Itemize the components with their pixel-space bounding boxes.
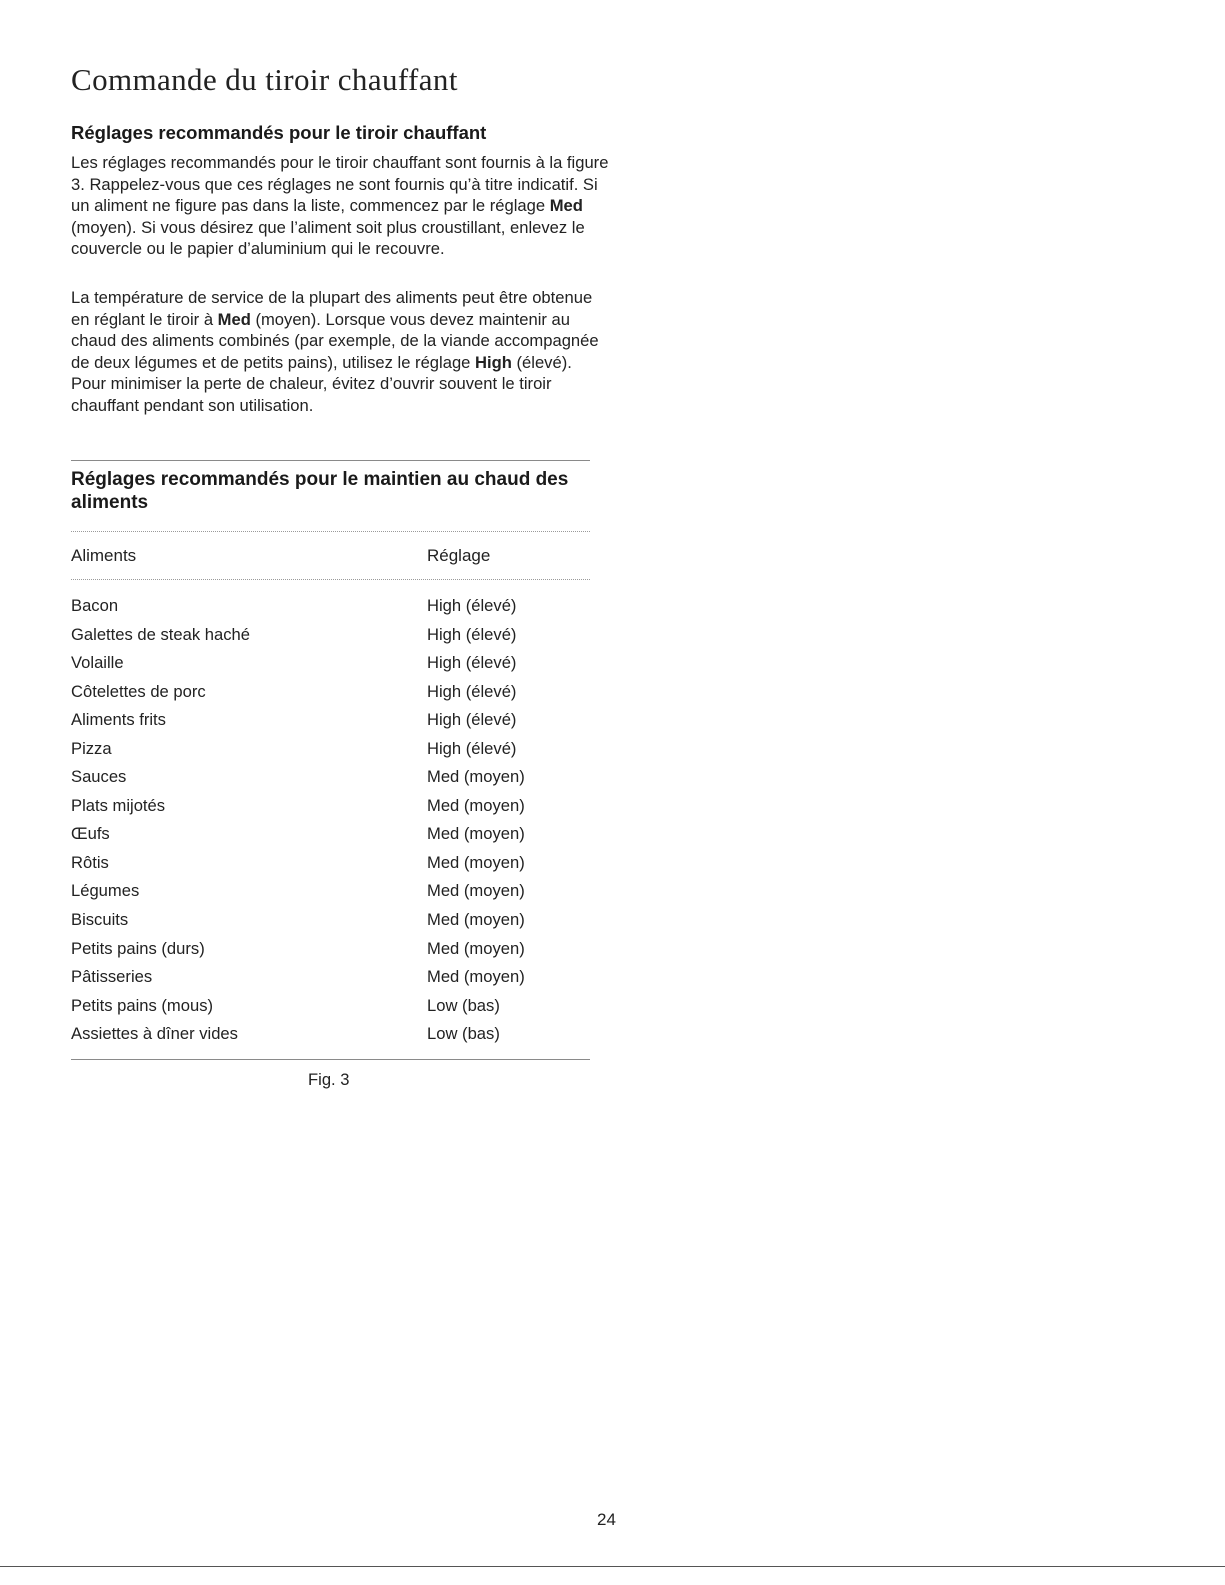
- table-row: [71, 1022, 591, 1051]
- divider-table-bottom: [71, 1059, 590, 1060]
- divider-top: [71, 460, 590, 461]
- table-row: [71, 594, 591, 623]
- emphasis-text: Med: [217, 309, 251, 329]
- paragraph-text: (moyen). Lorsque vous devez maintenir au chaud des aliments combinés (par exemple, de la viande accompagnée de deux légumes et de petits pains), utilisez le réglage: [71, 309, 599, 372]
- paragraph-text: La température de service de la plupart des aliments peut être obtenue en réglant le tiroir à: [71, 288, 593, 329]
- page-title: Commande du tiroir chauffant: [71, 62, 458, 97]
- table-row: [71, 765, 591, 794]
- paragraph-text: Les réglages recommandés pour le tiroir chauffant sont fournis à la figure 3. Rappelez-vous que ces réglages ne sont fournis qu’à titre indicatif. Si un aliment ne figure pas dans la liste, commencez par le réglage: [71, 153, 609, 215]
- setting-cell: Low (bas): [427, 995, 500, 1015]
- section-heading: Réglages recommandés pour le tiroir chauffant: [71, 122, 487, 143]
- paragraph-text: (moyen). Si vous désirez que l’aliment soit plus croustillant, enlevez le couvercle ou le papier d’aluminium qui le recouvre.: [71, 217, 585, 258]
- food-cell: Œufs: [71, 824, 110, 844]
- emphasis-text: High: [475, 352, 512, 372]
- setting-cell: High (élevé): [427, 710, 517, 730]
- food-cell: Petits pains (durs): [71, 938, 205, 958]
- setting-cell: Med (moyen): [427, 852, 525, 872]
- setting-cell: Med (moyen): [427, 938, 525, 958]
- setting-cell: High (élevé): [427, 681, 517, 701]
- setting-cell: High (élevé): [427, 596, 517, 615]
- food-cell: Biscuits: [71, 910, 129, 930]
- paragraph-1: [71, 152, 611, 260]
- food-cell: Petits pains (mous): [71, 995, 214, 1015]
- emphasis-text: Med: [549, 196, 583, 215]
- paragraph-text: (élevé). Pour minimiser la perte de chaleur, évitez d’ouvrir souvent le tiroir chauffant pendant son utilisation.: [71, 352, 572, 415]
- setting-cell: Low (bas): [427, 1024, 500, 1044]
- column-header-setting: Réglage: [427, 546, 491, 565]
- setting-cell: High (élevé): [427, 653, 517, 673]
- food-cell: Pizza: [71, 738, 112, 758]
- setting-cell: High (élevé): [427, 624, 517, 644]
- table-row: [71, 851, 591, 880]
- column-header-food: Aliments: [71, 546, 137, 565]
- table-row: [71, 994, 591, 1023]
- page-bottom-edge: [0, 1566, 1225, 1567]
- food-cell: Bacon: [71, 596, 119, 615]
- food-cell: Côtelettes de porc: [71, 681, 206, 701]
- food-cell: Sauces: [71, 767, 127, 787]
- table-row: [71, 737, 591, 766]
- paragraph-2: [71, 287, 611, 416]
- food-cell: Aliments frits: [71, 710, 166, 730]
- food-cell: Plats mijotés: [71, 795, 166, 815]
- setting-cell: Med (moyen): [427, 795, 525, 815]
- food-cell: Pâtisseries: [71, 967, 153, 987]
- food-cell: Galettes de steak haché: [71, 624, 250, 644]
- food-cell: Légumes: [71, 881, 140, 901]
- table-heading: Réglages recommandés pour le maintien au chaud des aliments: [71, 469, 569, 513]
- table-row: [71, 908, 591, 937]
- table-row: [71, 651, 591, 680]
- setting-cell: Med (moyen): [427, 767, 525, 787]
- table-row: [71, 879, 591, 908]
- food-cell: Volaille: [71, 653, 124, 673]
- setting-cell: Med (moyen): [427, 881, 525, 901]
- divider-table-header-bottom: [71, 579, 590, 580]
- table-row: [71, 680, 591, 709]
- food-cell: Rôtis: [71, 852, 109, 872]
- page-number: 24: [597, 1510, 616, 1529]
- divider-table-header-top: [71, 531, 590, 532]
- table-row: [71, 708, 591, 737]
- table-row: [71, 794, 591, 823]
- figure-caption: Fig. 3: [308, 1070, 350, 1089]
- table-row: [71, 937, 591, 966]
- table-row: [71, 965, 591, 994]
- setting-cell: Med (moyen): [427, 910, 525, 930]
- table-row: [71, 822, 591, 851]
- setting-cell: Med (moyen): [427, 967, 525, 987]
- setting-cell: Med (moyen): [427, 824, 525, 844]
- food-cell: Assiettes à dîner vides: [71, 1024, 238, 1044]
- table-row: [71, 623, 591, 652]
- setting-cell: High (élevé): [427, 738, 517, 758]
- settings-table-body: [71, 594, 591, 1051]
